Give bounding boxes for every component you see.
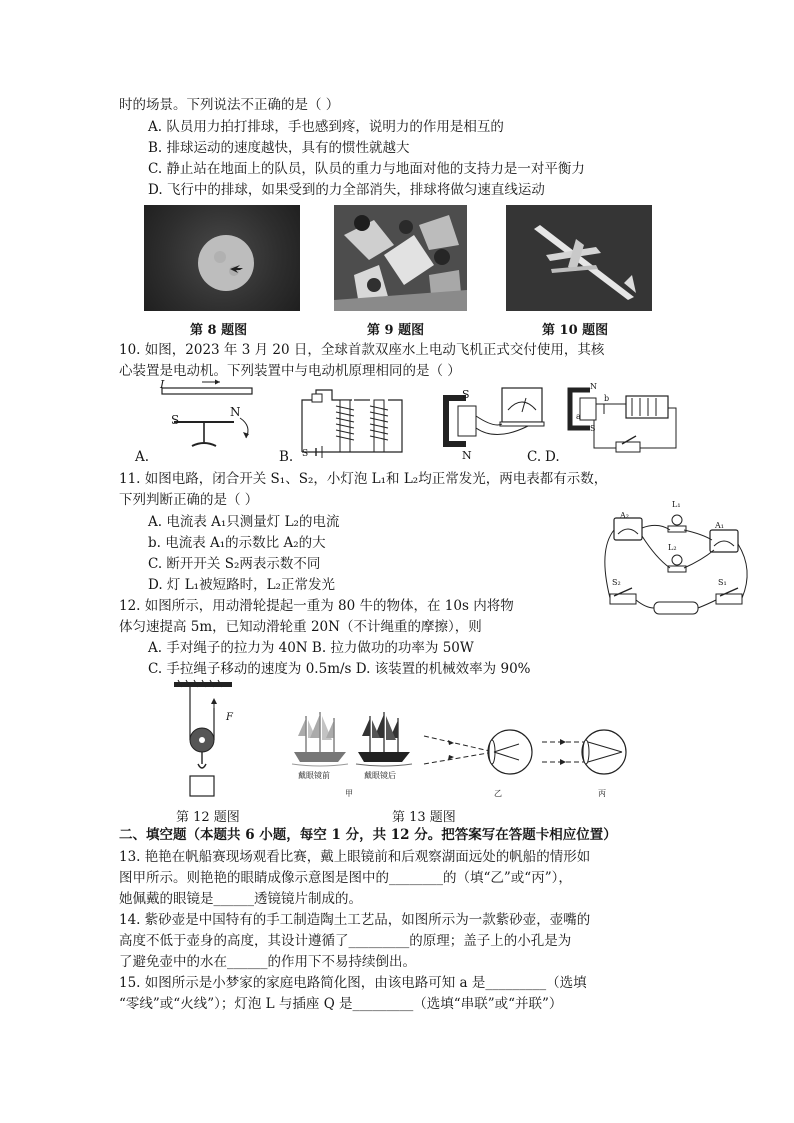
q10-stem-line1: 10. 如图，2023 年 3 月 20 日，全球首款双座水上电动飞机正式交付使用，其核: [119, 342, 605, 358]
q12-options-ab: A. 手对绳子的拉力为 40N B. 拉力做功的功率为 50W: [148, 640, 474, 656]
switch-s1-label: S₁: [718, 578, 727, 587]
q12-pulley-diagram: [172, 680, 242, 805]
d-n-label: N: [590, 382, 597, 391]
q10-stem-line2: 心装置是电动机。下列装置中与电动机原理相同的是（ ）: [119, 363, 461, 379]
option-a-diagram: [148, 378, 258, 458]
eye-yi-diagram: [424, 722, 532, 782]
q13-line2: 图甲所示。则艳艳的眼睛成像示意图是图中的________的（填“乙”或“丙”），: [119, 870, 572, 886]
q11-option-a: A. 电流表 A₁只测量灯 L₂的电流: [148, 514, 340, 530]
q11-stem-line2: 下列判断正确的是（ ）: [119, 492, 259, 508]
q13-line3: 她佩戴的眼镜是______透镜镜片制成的。: [119, 891, 362, 907]
q12-stem-line2: 体匀速提高 5m，已知动滑轮重 20N（不计绳重的摩擦），则: [119, 619, 482, 635]
section-2-heading: 二、填空题（本题共 6 小题，每空 1 分，共 12 分。把答案写在答题卡相应位置）: [119, 827, 617, 843]
d-s-label: S: [590, 424, 596, 433]
fig-bing-label: 丙: [598, 789, 606, 798]
ship-after-label: 戴眼镜后: [364, 771, 396, 780]
q14-line3: 了避免壶中的水在______的作用下不易持续倒出。: [119, 954, 416, 970]
option-c-diagram: [436, 380, 546, 458]
lamp-l2-label: L₂: [668, 543, 677, 552]
magnet-s-label: S: [462, 388, 470, 401]
q11-circuit-diagram: [592, 500, 762, 630]
option-b-diagram: [292, 382, 412, 460]
q11-option-b: b. 电流表 A₁的示数比 A₂的大: [148, 535, 326, 551]
switch-s2-label: S₂: [612, 578, 621, 587]
q8-moon-photo: [144, 205, 300, 311]
fig-jia-label: 甲: [345, 789, 353, 798]
q12-caption: 第 12 题图: [176, 810, 240, 825]
q14-line1: 14. 紫砂壶是中国特有的手工制造陶土工艺品，如图所示为一款紫砂壶，壶嘴的: [119, 912, 591, 928]
q14-line2: 高度不低于壶身的高度，其设计遵循了_________的原理；盖子上的小孔是为: [119, 933, 572, 949]
option-c-label: C.: [527, 449, 542, 465]
seaplane-icon: [506, 205, 652, 311]
q9-caption: 第 9 题图: [367, 323, 425, 338]
needle-n-label: N: [230, 405, 241, 419]
q11-option-d: D. 灯 L₁被短路时，L₂正常发光: [148, 577, 335, 593]
q9-option-d: D. 飞行中的排球，如果受到的力全部消失，排球将做匀速直线运动: [148, 182, 545, 198]
coil-s-label: S: [302, 449, 309, 459]
moon-plane-icon: [144, 205, 300, 311]
eye-bing-diagram: [542, 722, 650, 782]
q9-option-b: B. 排球运动的速度越快，具有的惯性就越大: [148, 140, 410, 156]
q13-caption: 第 13 题图: [392, 810, 456, 825]
q10-seaplane-photo: [506, 205, 652, 311]
option-b-label: B.: [279, 449, 294, 465]
q11-option-c: C. 断开开关 S₂两表示数不同: [148, 556, 321, 572]
magnet-n-label: N: [462, 449, 472, 462]
q13-line1: 13. 艳艳在帆船赛现场观看比赛，戴上眼镜前和后观察湖面远处的帆船的情形如: [119, 849, 591, 865]
d-b-label: b: [604, 394, 610, 403]
q9-option-a: A. 队员用力拍打排球，手也感到疼，说明力的作用是相互的: [148, 119, 504, 135]
q12-options-cd: C. 手拉绳子移动的速度为 0.5m/s D. 该装置的机械效率为 90%: [148, 661, 531, 677]
needle-s-label: S: [171, 413, 180, 427]
lamp-l1-label: L₁: [672, 500, 681, 509]
q9-stem: 时的场景。下列说法不正确的是（ ）: [119, 97, 340, 113]
q15-line1: 15. 如图所示是小梦家的家庭电路简化图，由该电路可知 a 是_________（选填: [119, 975, 587, 991]
q9-option-c: C. 静止站在地面上的队员，队员的重力与地面对他的支持力是一对平衡力: [148, 161, 585, 177]
option-d-label: D.: [545, 449, 560, 465]
q15-line2: “零线”或“火线”）；灯泡 L 与插座 Q 是_________（选填“串联”或“并联”）: [119, 996, 563, 1012]
fig-yi-label: 乙: [494, 789, 502, 798]
option-d-diagram: [564, 378, 684, 458]
ship-after-icon: [356, 708, 412, 768]
q12-stem-line1: 12. 如图所示，用动滑轮提起一重为 80 牛的物体，在 10s 内将物: [119, 598, 514, 614]
q8-caption: 第 8 题图: [190, 323, 248, 338]
q10-caption: 第 10 题图: [542, 323, 609, 338]
current-label: I: [160, 378, 165, 391]
option-a-label: A.: [135, 449, 150, 465]
volleyball-scene-icon: [334, 205, 467, 311]
q9-volleyball-photo: [334, 205, 467, 311]
force-f-label: F: [226, 712, 233, 723]
ship-before-label: 戴眼镜前: [298, 771, 330, 780]
ammeter-a2-label: A₂: [620, 511, 629, 520]
d-a-label: a: [576, 412, 581, 421]
ammeter-a1-label: A₁: [715, 521, 724, 530]
q11-stem-line1: 11. 如图电路，闭合开关 S₁、S₂，小灯泡 L₁和 L₂均正常发光，两电表都有示数，: [119, 471, 608, 487]
ship-before-icon: [292, 708, 348, 768]
